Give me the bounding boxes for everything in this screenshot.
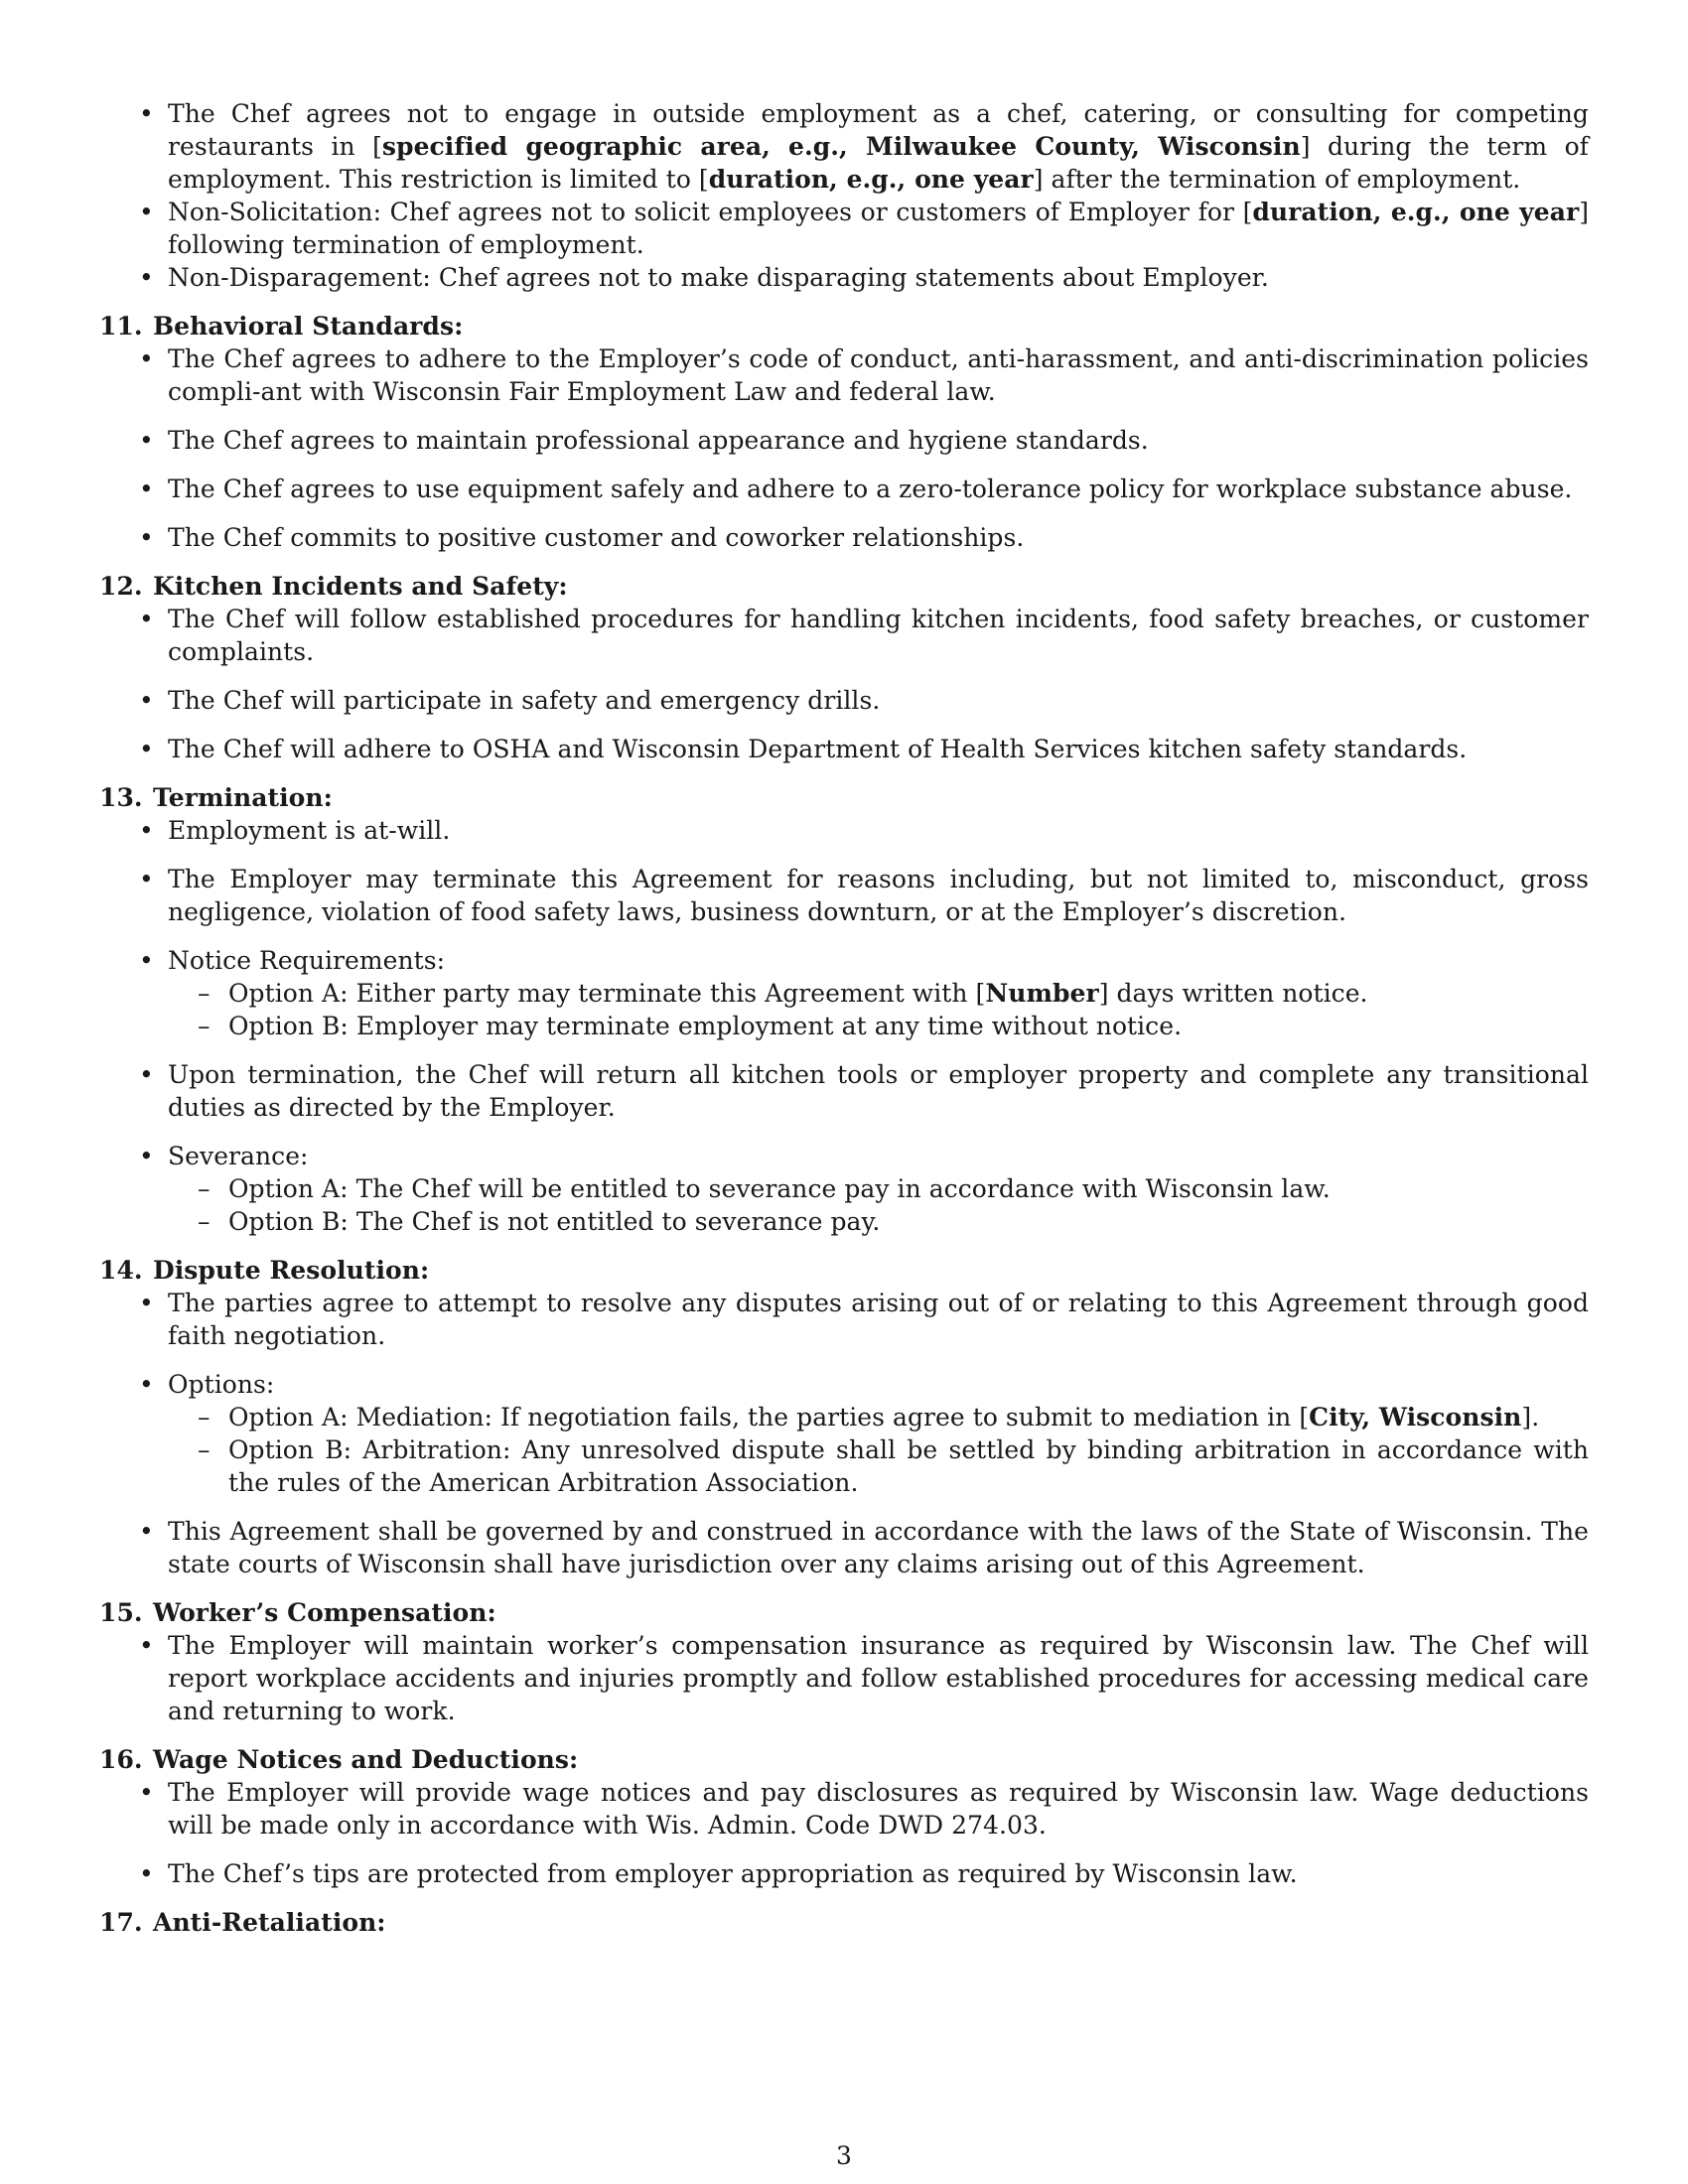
severance-options-list [168,1172,1589,1238]
section-16-list [99,1776,1589,1890]
restrictive-covenants-list [99,97,1589,294]
document-body [99,97,1589,1939]
section-13-heading: 13. Termination: [99,783,333,812]
option-item: – Option B: The Chef is not entitled to severance pay. [168,1205,1589,1238]
section-11-heading: 11. Behavioral Standards: [99,312,464,341]
list-item: • The Employer will provide wage notices and pay disclosures as required by Wisconsin law. Wage deductions will be made only in accordance with Wis. Admin. Code DWD 274.03. [99,1776,1589,1842]
page-number: 3 [836,2141,852,2170]
notice-requirements-item: • Notice Requirements: – Option A: Either party may terminate this Agreement with [Number] days written notice. – Option B: Employer may terminate employment at any time without notice. [99,944,1589,1042]
section-16-heading: 16. Wage Notices and Deductions: [99,1745,579,1774]
option-item: – Option A: Either party may terminate this Agreement with [Number] days written notice. [168,977,1589,1010]
severance-item: • Severance: – Option A: The Chef will be entitled to severance pay in accordance with Wisconsin law. – Option B: The Chef is not entitled to severance pay. [99,1140,1589,1238]
list-item: • The Chef commits to positive customer and coworker relationships. [99,521,1589,554]
section-12-heading: 12. Kitchen Incidents and Safety: [99,572,568,601]
option-item: – Option A: Mediation: If negotiation fails, the parties agree to submit to mediation in [City, Wisconsin]. [168,1401,1589,1433]
list-item: • The Chef agrees to maintain professional appearance and hygiene standards. [99,424,1589,457]
section-17-heading: 17. Anti-Retaliation: [99,1908,386,1937]
list-item: • The Chef agrees to adhere to the Employer’s code of conduct, anti-harassment, and anti-discrimination policies compli-ant with Wisconsin Fair Employment Law and federal law. [99,342,1589,408]
section-15-heading: 15. Worker’s Compensation: [99,1598,496,1627]
list-item: • The Chef will adhere to OSHA and Wisconsin Department of Health Services kitchen safety standards. [99,733,1589,765]
list-item: • Upon termination, the Chef will return all kitchen tools or employer property and complete any transitional duties as directed by the Employer. [99,1058,1589,1124]
list-item: • The Chef agrees to use equipment safely and adhere to a zero-tolerance policy for workplace substance abuse. [99,473,1589,505]
dispute-options-list [168,1401,1589,1499]
option-item: – Option B: Employer may terminate employment at any time without notice. [168,1010,1589,1042]
list-item: • This Agreement shall be governed by and construed in accordance with the laws of the State of Wisconsin. The state courts of Wisconsin shall have jurisdiction over any claims arising out of this Agreement. [99,1515,1589,1580]
list-item: • The Employer will maintain worker’s compensation insurance as required by Wisconsin law. The Chef will report workplace accidents and injuries promptly and follow established procedures for accessing medical care and returning to work. [99,1629,1589,1727]
section-13-list [99,814,1589,1238]
list-item: • The parties agree to attempt to resolve any disputes arising out of or relating to this Agreement through good faith negotiation. [99,1287,1589,1352]
section-14-heading: 14. Dispute Resolution: [99,1256,430,1285]
section-14-list [99,1287,1589,1580]
non-disparagement-item: • Non-Disparagement: Chef agrees not to make disparaging statements about Employer. [99,261,1589,294]
notice-options-list [168,977,1589,1042]
list-item: • The Chef will participate in safety and emergency drills. [99,684,1589,717]
list-item: • Employment is at-will. [99,814,1589,847]
option-item: – Option B: Arbitration: Any unresolved dispute shall be settled by binding arbitration in accordance with the rules of the American Arbitration Association. [168,1433,1589,1499]
list-item: • The Chef’s tips are protected from employer appropriation as required by Wisconsin law. [99,1857,1589,1890]
non-compete-item: • The Chef agrees not to engage in outside employment as a chef, catering, or consulting for competing restaurants in [specified geographic area, e.g., Milwaukee County, Wisconsin] during the term of employment. This restriction is limited to [duration, e.g., one year] after the termination of employment. [99,97,1589,196]
list-item: • The Chef will follow established procedures for handling kitchen incidents, food safety breaches, or customer complaints. [99,603,1589,668]
section-15-list [99,1629,1589,1727]
options-item: • Options: – Option A: Mediation: If negotiation fails, the parties agree to submit to mediation in [City, Wisconsin]. – Option B: Arbitration: Any unresolved dispute shall be settled by binding arbitration in accordance with the rules of the American Arbitration Association. [99,1368,1589,1499]
non-solicitation-item: • Non-Solicitation: Chef agrees not to solicit employees or customers of Employer for [duration, e.g., one year] following termination of employment. [99,196,1589,261]
section-11-list [99,342,1589,554]
list-item: • The Employer may terminate this Agreement for reasons including, but not limited to, misconduct, gross negligence, violation of food safety laws, business downturn, or at the Employer’s discretion. [99,863,1589,928]
option-item: – Option A: The Chef will be entitled to severance pay in accordance with Wisconsin law. [168,1172,1589,1205]
section-12-list [99,603,1589,765]
